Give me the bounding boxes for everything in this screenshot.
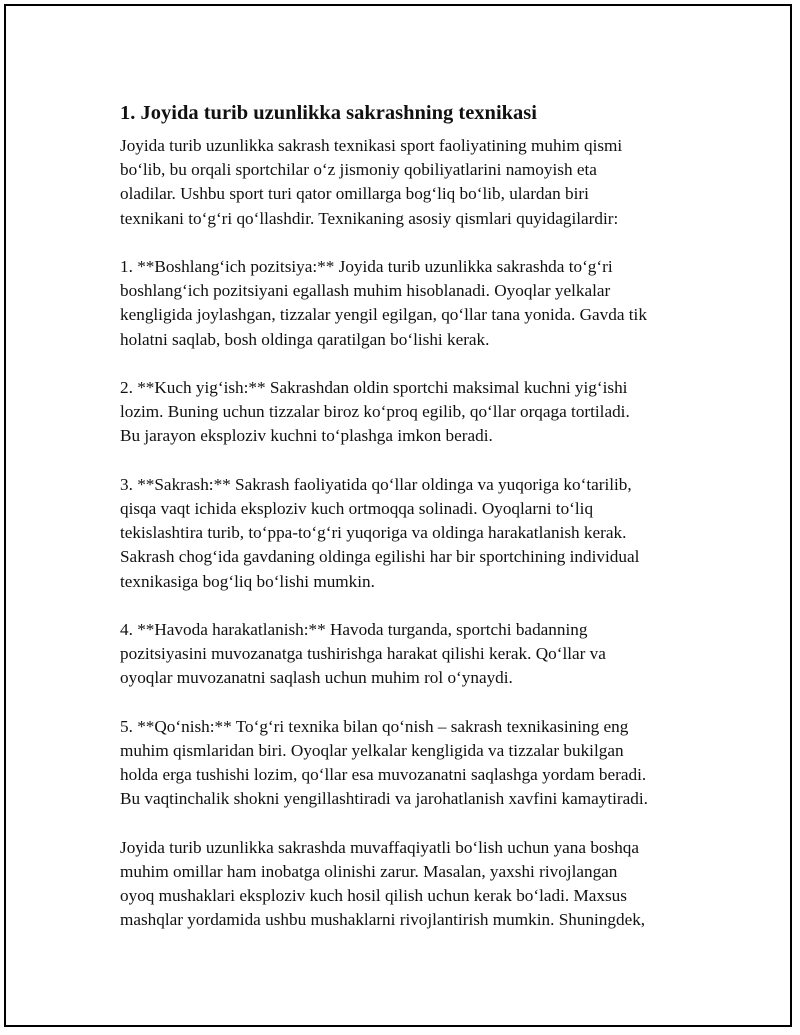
step-4-paragraph: 4. **Havoda harakatlanish:** Havoda turganda, sportchi badanning pozitsiyasini muvozanatga tushirishga harakat qilishi kerak. Qo‘llar va oyoqlar muvozanatni saqlash uchun muhim rol o‘ynaydi.: [120, 620, 606, 688]
step-1-paragraph: 1. **Boshlang‘ich pozitsiya:** Joyida turib uzunlikka sakrashda to‘g‘ri boshlang‘ich pozitsiyani egallash muhim hisoblanadi. Oyoqlar yelkalar kengligida joylashgan, tizzalar yengil egilgan, qo‘llar tana yonida. Gavda tik holatni saqlab, bosh oldinga qaratilgan bo‘lishi kerak.: [120, 257, 647, 349]
page-frame: [4, 4, 792, 1027]
step-3-paragraph: 3. **Sakrash:** Sakrash faoliyatida qo‘llar oldinga va yuqoriga ko‘tarilib, qisqa vaqt ichida eksploziv kuch ortmoqqa solinadi. Oyoqlarni to‘liq tekislashtira turib, to‘ppa-to‘g‘ri yuqoriga va oldinga harakatlanish kerak. Sakrash chog‘ida gavdaning oldinga egilishi har bir sportchining individual texnikasiga bog‘liq bo‘lishi mumkin.: [120, 474, 640, 591]
closing-paragraph: Joyida turib uzunlikka sakrashda muvaffaqiyatli bo‘lish uchun yana boshqa muhim omillar ham inobatga olinishi zarur. Masalan, yaxshi rivojlangan oyoq mushaklari eksploziv kuch hosil qilish uchun kerak bo‘ladi. Maxsus mashqlar yordamida ushbu mushaklarni rivojlantirish mumkin. Shuningdek,: [120, 837, 646, 930]
document-body: [120, 100, 700, 957]
step-5-paragraph: 5. **Qo‘nish:** To‘g‘ri texnika bilan qo‘nish – sakrash texnikasining eng muhim qismlaridan biri. Oyoqlar yelkalar kengligida va tizzalar bukilgan holda erga tushishi lozim, qo‘llar esa muvozanatni saqlashga yordam beradi. Bu vaqtinchalik shokni yengillashtiradi va jarohatlanish xavfini kamaytiradi.: [120, 716, 648, 809]
section-heading: 1. Joyida turib uzunlikka sakrashning texnikasi: [120, 102, 537, 124]
intro-paragraph: Joyida turib uzunlikka sakrash texnikasi sport faoliyatining muhim qismi bo‘lib, bu orqali sportchilar o‘z jismoniy qobiliyatlarini namoyish eta oladilar. Ushbu sport turi qator omillarga bog‘liq bo‘lib, ulardan biri texnikani to‘g‘ri qo‘llashdir. Texnikaning asosiy qismlari quyidagilardir:: [120, 136, 623, 228]
step-2-paragraph: 2. **Kuch yig‘ish:** Sakrashdan oldin sportchi maksimal kuchni yig‘ishi lozim. Buning uchun tizzalar biroz ko‘proq egilib, qo‘llar orqaga tortiladi. Bu jarayon eksploziv kuchni to‘plashga imkon beradi.: [120, 378, 630, 446]
